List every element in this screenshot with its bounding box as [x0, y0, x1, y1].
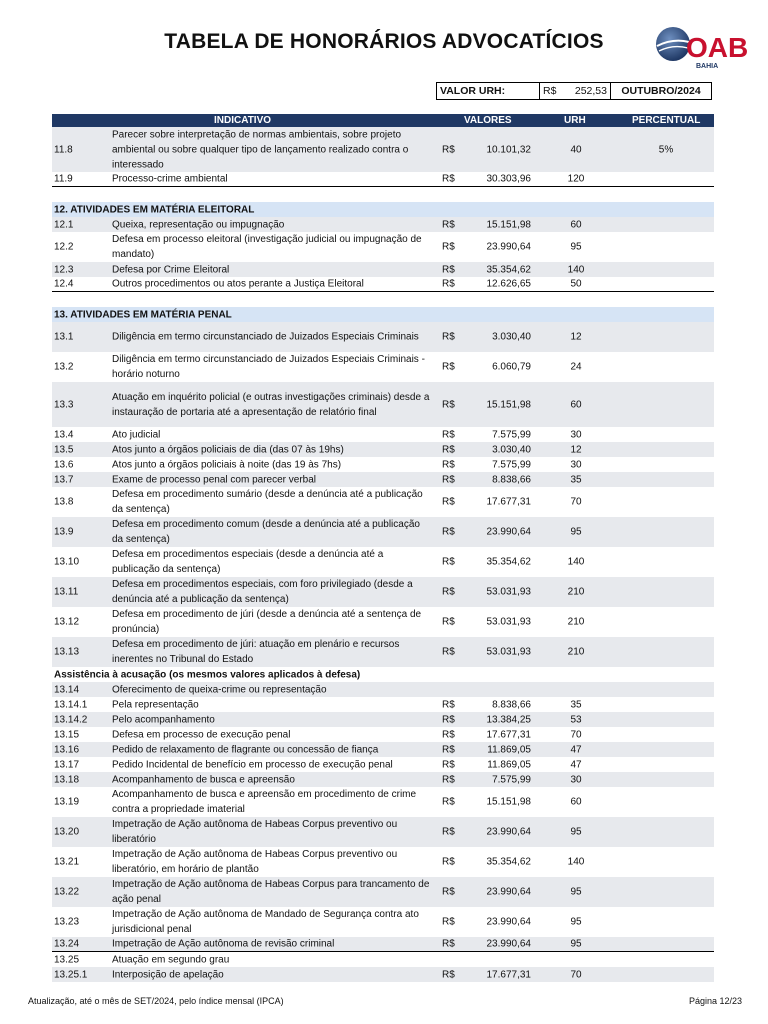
- fee-table-body: [52, 127, 714, 982]
- item-urh: 40: [570, 144, 582, 155]
- item-value: 7.575,99: [492, 459, 531, 470]
- urh-value-cell: [540, 83, 611, 99]
- item-value: 17.677,31: [486, 969, 531, 980]
- item-code: 13.13: [54, 646, 80, 658]
- table-header: [52, 114, 714, 127]
- item-currency: R$: [442, 331, 455, 343]
- item-currency: R$: [442, 646, 455, 658]
- item-urh: 210: [567, 586, 585, 598]
- item-code: 13.6: [54, 459, 74, 470]
- item-description: Defesa em procedimento de júri (desde a denúncia até a sentença de pronúncia): [112, 609, 422, 635]
- table-row: [52, 577, 714, 607]
- footer-update-note: Atualização, até o mês de SET/2024, pelo índice mensal (IPCA): [28, 996, 284, 1006]
- item-urh: 60: [570, 399, 582, 410]
- item-code: 13.20: [54, 826, 80, 838]
- item-urh: 95: [570, 826, 582, 838]
- item-urh: 24: [570, 361, 582, 373]
- item-description: Ato judicial: [112, 429, 161, 440]
- item-value: 23.990,64: [486, 526, 531, 538]
- item-currency: R$: [442, 938, 455, 950]
- item-urh: 12: [570, 331, 582, 343]
- item-code: 12.3: [54, 264, 74, 275]
- item-value: 23.990,64: [486, 886, 531, 898]
- item-description: Defesa em procedimento comum (desde a denúncia até a publicação da sentença): [112, 519, 420, 545]
- table-row: [52, 907, 714, 937]
- item-description: Diligência em termo circunstanciado de Juizados Especiais Criminais - horário noturno: [112, 354, 425, 380]
- item-value: 53.031,93: [486, 616, 531, 628]
- item-currency: R$: [442, 886, 455, 898]
- item-currency: R$: [442, 264, 455, 275]
- table-row: [52, 742, 714, 757]
- page-title: TABELA DE HONORÁRIOS ADVOCATÍCIOS: [164, 30, 604, 53]
- item-urh: 140: [567, 264, 585, 275]
- item-currency: R$: [442, 278, 455, 290]
- item-currency: R$: [442, 774, 455, 785]
- item-currency: R$: [442, 496, 455, 508]
- item-urh: 95: [570, 526, 582, 538]
- table-row: [52, 637, 714, 667]
- oab-logo: [652, 24, 749, 70]
- item-urh: 35: [570, 699, 582, 710]
- item-currency: R$: [442, 759, 455, 770]
- item-value: 11.869,05: [487, 744, 531, 755]
- item-code: 13.19: [54, 796, 80, 808]
- item-description: Impetração de Ação autônoma de Habeas Corpus preventivo ou liberatório: [112, 819, 398, 845]
- item-urh: 30: [570, 774, 582, 785]
- table-row: [52, 127, 714, 172]
- item-description: Atuação em segundo grau: [112, 954, 230, 965]
- urh-value-box: [436, 82, 712, 100]
- item-urh: 210: [567, 616, 585, 628]
- item-urh: 70: [570, 729, 582, 740]
- item-urh: 95: [570, 886, 582, 898]
- table-row: [52, 547, 714, 577]
- logo-text: OAB: [686, 32, 749, 63]
- item-code: 13.22: [54, 886, 80, 898]
- item-value: 35.354,62: [486, 264, 531, 275]
- item-code: 12.1: [54, 219, 74, 230]
- item-code: 13.21: [54, 856, 80, 868]
- item-currency: R$: [442, 241, 455, 253]
- table-row: [52, 172, 714, 187]
- page-number: Página 12/23: [688, 996, 742, 1006]
- item-value: 23.990,64: [486, 826, 531, 838]
- table-row: [52, 727, 714, 742]
- item-currency: R$: [442, 916, 455, 928]
- item-urh: 210: [567, 646, 585, 658]
- table-row: [52, 772, 714, 787]
- item-urh: 95: [570, 241, 582, 253]
- table-row: [52, 877, 714, 907]
- item-description: Interposição de apelação: [112, 969, 224, 980]
- item-value: 3.030,40: [492, 444, 531, 455]
- item-urh: 60: [570, 219, 582, 230]
- item-currency: R$: [442, 219, 455, 230]
- item-urh: 70: [570, 496, 582, 508]
- item-code: 13.16: [54, 744, 80, 755]
- table-row: [52, 352, 714, 382]
- item-description: Pedido de relaxamento de flagrante ou concessão de fiança: [112, 744, 379, 755]
- table-row: [52, 427, 714, 442]
- item-code: 11.8: [54, 144, 73, 155]
- spacer-row: [52, 187, 714, 202]
- header-indicativo: INDICATIVO: [214, 115, 272, 126]
- item-value: 8.838,66: [492, 699, 531, 710]
- item-urh: 47: [570, 744, 582, 755]
- table-row: [52, 277, 714, 292]
- item-urh: 60: [570, 796, 582, 808]
- item-value: 23.990,64: [486, 916, 531, 928]
- table-row: [52, 442, 714, 457]
- item-urh: 95: [570, 938, 582, 950]
- table-row: [52, 607, 714, 637]
- spacer-row: [52, 292, 714, 307]
- item-description: Parecer sobre interpretação de normas ambientais, sobre projeto ambiental ou sobre qualquer tipo de lançamento realizado contra o interessado: [112, 129, 409, 170]
- item-urh: 140: [567, 856, 585, 868]
- item-value: 23.990,64: [486, 938, 531, 950]
- item-currency: R$: [442, 744, 455, 755]
- item-code: 13.14: [54, 684, 80, 695]
- table-row: [52, 232, 714, 262]
- item-percentual: 5%: [658, 144, 674, 155]
- item-currency: R$: [442, 399, 455, 410]
- table-row: [52, 472, 714, 487]
- item-value: 10.101,32: [486, 144, 531, 155]
- item-code: 13.3: [54, 399, 74, 410]
- item-currency: R$: [442, 173, 455, 185]
- urh-currency: R$: [543, 85, 557, 97]
- item-code: 13.15: [54, 729, 80, 740]
- item-description: Impetração de Ação autônoma de Mandado de Segurança contra ato jurisdicional penal: [112, 909, 419, 935]
- item-value: 53.031,93: [486, 646, 531, 658]
- header-percentual: PERCENTUAL: [632, 115, 701, 126]
- item-description: Outros procedimentos ou atos perante a Justiça Eleitoral: [112, 278, 364, 290]
- item-code: 13.25: [54, 954, 80, 965]
- item-code: 13.7: [54, 474, 74, 485]
- logo-subtitle: BAHIA: [696, 63, 719, 70]
- table-row: [52, 487, 714, 517]
- item-value: 15.151,98: [486, 796, 531, 808]
- item-code: 13.18: [54, 774, 80, 785]
- item-code: 12.4: [54, 278, 74, 290]
- subheading-text: Assistência à acusação (os mesmos valores aplicados à defesa): [54, 669, 361, 680]
- section-header: [52, 307, 714, 322]
- item-description: Processo-crime ambiental: [112, 173, 228, 185]
- item-urh: 70: [570, 969, 582, 980]
- item-description: Defesa em procedimentos especiais, com foro privilegiado (desde a denúncia até a publicação da sentença): [112, 579, 413, 605]
- item-currency: R$: [442, 586, 455, 598]
- item-code: 13.10: [54, 556, 80, 568]
- table-row: [52, 757, 714, 772]
- item-code: 13.2: [54, 361, 74, 373]
- item-urh: 120: [567, 173, 585, 185]
- section-title: 12. ATIVIDADES EM MATÉRIA ELEITORAL: [54, 204, 255, 215]
- item-description: Defesa em procedimento de júri: atuação em plenário e recursos inerentes no Tribunal do Estado: [112, 639, 400, 665]
- item-code: 13.23: [54, 916, 80, 928]
- item-value: 3.030,40: [492, 331, 531, 343]
- item-currency: R$: [442, 616, 455, 628]
- item-code: 13.14.1: [54, 699, 88, 710]
- item-value: 35.354,62: [486, 856, 531, 868]
- item-description: Defesa por Crime Eleitoral: [112, 264, 230, 275]
- item-currency: R$: [442, 796, 455, 808]
- item-value: 35.354,62: [486, 556, 531, 568]
- table-row: [52, 952, 714, 967]
- item-description: Impetração de Ação autônoma de Habeas Corpus para trancamento de ação penal: [112, 879, 430, 905]
- item-urh: 95: [570, 916, 582, 928]
- item-code: 13.5: [54, 444, 74, 455]
- item-code: 13.17: [54, 759, 80, 770]
- item-description: Defesa em procedimentos especiais (desde a denúncia até a publicação da sentença): [112, 549, 384, 575]
- item-currency: R$: [442, 144, 455, 155]
- item-value: 7.575,99: [492, 429, 531, 440]
- item-description: Oferecimento de queixa-crime ou representação: [112, 684, 327, 695]
- header-valores: VALORES: [464, 115, 512, 126]
- item-description: Acompanhamento de busca e apreensão: [112, 774, 295, 785]
- table-row: [52, 787, 714, 817]
- item-code: 13.11: [54, 586, 79, 598]
- urh-value: 252,53: [574, 85, 607, 97]
- item-code: 13.24: [54, 938, 80, 950]
- item-value: 13.384,25: [486, 714, 531, 725]
- table-row: [52, 682, 714, 697]
- item-code: 13.12: [54, 616, 80, 628]
- table-row: [52, 217, 714, 232]
- item-currency: R$: [442, 361, 455, 373]
- item-currency: R$: [442, 969, 455, 980]
- item-code: 13.8: [54, 496, 74, 508]
- item-currency: R$: [442, 729, 455, 740]
- table-row: [52, 457, 714, 472]
- table-row: [52, 937, 714, 952]
- item-description: Atos junto a órgãos policiais de dia (das 07 às 19hs): [112, 444, 344, 455]
- item-currency: R$: [442, 459, 455, 470]
- section-title: 13. ATIVIDADES EM MATÉRIA PENAL: [54, 309, 232, 320]
- table-row: [52, 967, 714, 982]
- section-header: [52, 202, 714, 217]
- urh-period: OUTUBRO/2024: [621, 85, 701, 97]
- item-value: 30.303,96: [486, 173, 531, 185]
- item-code: 13.4: [54, 429, 74, 440]
- item-code: 12.2: [54, 241, 74, 253]
- item-value: 11.869,05: [487, 759, 531, 770]
- item-code: 13.1: [54, 331, 74, 343]
- item-currency: R$: [442, 526, 455, 538]
- urh-label: VALOR URH:: [437, 83, 540, 99]
- item-code: 13.14.2: [54, 714, 88, 725]
- item-urh: 47: [570, 759, 582, 770]
- item-description: Diligência em termo circunstanciado de Juizados Especiais Criminais: [112, 331, 419, 343]
- item-description: Pelo acompanhamento: [112, 714, 215, 725]
- item-description: Atos junto a órgãos policiais à noite (das 19 às 7hs): [112, 459, 342, 470]
- item-urh: 35: [570, 474, 582, 485]
- item-description: Acompanhamento de busca e apreensão em procedimento de crime contra a propriedade imaterial: [112, 789, 417, 815]
- item-urh: 140: [567, 556, 585, 568]
- table-row: [52, 712, 714, 727]
- item-currency: R$: [442, 474, 455, 485]
- item-value: 23.990,64: [486, 241, 531, 253]
- item-value: 17.677,31: [486, 729, 531, 740]
- item-code: 13.25.1: [54, 969, 88, 980]
- item-description: Exame de processo penal com parecer verbal: [112, 474, 316, 485]
- table-row: [52, 262, 714, 277]
- table-row: [52, 697, 714, 712]
- item-description: Impetração de Ação autônoma de revisão criminal: [112, 938, 335, 950]
- item-description: Defesa em procedimento sumário (desde a denúncia até a publicação da sentença): [112, 489, 423, 515]
- table-row: [52, 517, 714, 547]
- item-value: 15.151,98: [486, 399, 531, 410]
- item-value: 15.151,98: [486, 219, 531, 230]
- item-currency: R$: [442, 699, 455, 710]
- header-urh: URH: [564, 115, 586, 126]
- table-row: [52, 817, 714, 847]
- item-currency: R$: [442, 826, 455, 838]
- item-urh: 30: [570, 429, 582, 440]
- table-row: [52, 322, 714, 352]
- item-currency: R$: [442, 444, 455, 455]
- item-urh: 30: [570, 459, 582, 470]
- item-description: Pedido Incidental de benefício em processo de execução penal: [112, 759, 393, 770]
- item-value: 17.677,31: [486, 496, 531, 508]
- item-currency: R$: [442, 429, 455, 440]
- item-currency: R$: [442, 556, 455, 568]
- item-description: Defesa em processo eleitoral (investigação judicial ou impugnação de mandato): [112, 234, 422, 260]
- item-description: Atuação em inquérito policial (e outras investigações criminais) desde a instauração de portaria até a apresentação de relatório final: [112, 391, 430, 418]
- item-currency: R$: [442, 856, 455, 868]
- item-value: 53.031,93: [486, 586, 531, 598]
- item-value: 7.575,99: [492, 774, 531, 785]
- item-description: Pela representação: [112, 699, 199, 710]
- item-description: Defesa em processo de execução penal: [112, 729, 291, 740]
- item-value: 8.838,66: [492, 474, 531, 485]
- item-value: 12.626,65: [486, 278, 531, 290]
- item-urh: 50: [570, 278, 582, 290]
- subheading-row: [52, 667, 714, 682]
- item-description: Queixa, representação ou impugnação: [112, 219, 285, 230]
- item-urh: 12: [570, 444, 582, 455]
- table-row: [52, 847, 714, 877]
- item-currency: R$: [442, 714, 455, 725]
- table-row: [52, 382, 714, 427]
- item-code: 13.9: [54, 526, 74, 538]
- item-value: 6.060,79: [492, 361, 531, 373]
- item-urh: 53: [570, 714, 582, 725]
- item-description: Impetração de Ação autônoma de Habeas Corpus preventivo ou liberatório, em horário de plantão: [112, 849, 398, 875]
- item-code: 11.9: [54, 173, 73, 185]
